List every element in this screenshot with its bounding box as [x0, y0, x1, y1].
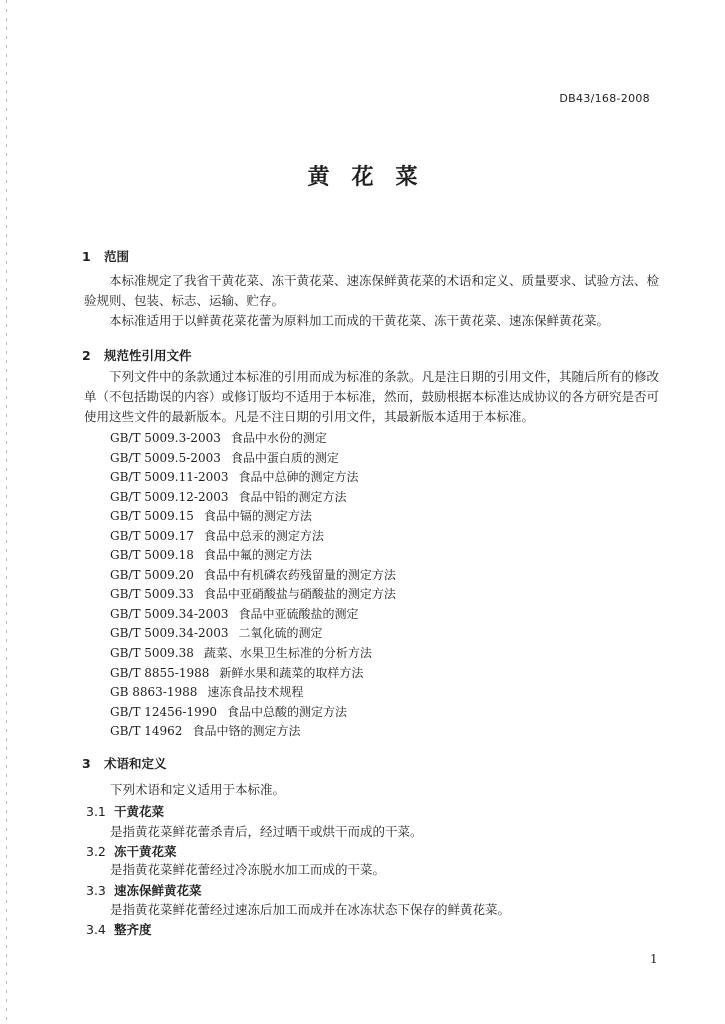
- reference-item: [110, 566, 396, 586]
- reference-code: GB/T 5009.12-2003: [110, 489, 229, 504]
- section-2-heading: [82, 346, 192, 364]
- paragraph: 本标准适用于以鲜黄花菜花蕾为原料加工而成的干黄花菜、冻干黄花菜、速冻保鲜黄花菜。: [109, 313, 610, 328]
- reference-title: 食品中镉的测定方法: [203, 509, 312, 524]
- term-definition: 是指黄花菜鲜花蕾经过速冻后加工而成并在冰冻状态下保存的鲜黄花菜。: [110, 902, 511, 917]
- reference-code: GB 8863-1988: [110, 685, 198, 700]
- term-definition: 是指黄花菜鲜花蕾杀青后，经过晒干或烘干而成的干菜。: [110, 824, 423, 839]
- reference-title: 食品中铬的测定方法: [192, 724, 301, 739]
- reference-title: 蔬菜、水果卫生标准的分析方法: [203, 646, 372, 661]
- paragraph: 下列文件中的条款通过本标准的引用而成为标准的条款。凡是注日期的引用文件，其随后所有的修改单（不包括勘误的内容）或修订版均不适用于本标准，然而，鼓励根据本标准达成协议的各方研究是否可使用这些文件的最新版本。凡是不注日期的引用文件，其最新版本适用于本标准。: [84, 369, 660, 424]
- reference-code: GB/T 5009.5-2003: [110, 450, 221, 465]
- reference-title: 新鲜水果和蔬菜的取样方法: [219, 665, 364, 680]
- reference-item: [110, 546, 396, 566]
- reference-title: 速冻食品技术规程: [207, 685, 304, 700]
- reference-item: [110, 664, 396, 684]
- reference-item: [110, 527, 396, 547]
- reference-title: 食品中亚硝酸盐与硝酸盐的测定方法: [203, 587, 396, 602]
- reference-code: GB/T 5009.17: [110, 528, 194, 543]
- reference-code: GB/T 5009.20: [110, 567, 194, 582]
- reference-list: [110, 429, 396, 742]
- reference-title: 食品中水份的测定: [230, 431, 327, 445]
- reference-title: 食品中总汞的测定方法: [203, 528, 324, 543]
- term-heading: 3.3 速冻保鲜黄花菜: [86, 883, 202, 898]
- reference-title: 食品中总砷的测定方法: [238, 470, 359, 485]
- page-number: 1: [650, 952, 658, 966]
- section-number: 1: [82, 249, 91, 264]
- reference-item: [110, 605, 396, 625]
- reference-item: [110, 624, 396, 644]
- reference-item: [110, 488, 396, 508]
- section-3-heading: [82, 754, 167, 772]
- section-number: 3: [82, 756, 91, 771]
- reference-item: [110, 449, 396, 469]
- term-heading: 3.1 干黄花菜: [86, 804, 165, 819]
- section-title: 范围: [104, 249, 130, 264]
- section-1-heading: [82, 247, 129, 265]
- reference-code: GB/T 5009.33: [110, 587, 194, 602]
- reference-code: GB/T 5009.38: [110, 646, 194, 661]
- reference-code: GB/T 5009.34-2003: [110, 606, 229, 621]
- reference-title: 食品中氟的测定方法: [203, 548, 312, 563]
- reference-title: 食品中铅的测定方法: [238, 489, 347, 504]
- section-1-body: [84, 271, 659, 331]
- reference-code: GB/T 5009.15: [110, 509, 194, 524]
- reference-item: [110, 683, 396, 703]
- reference-title: 食品中亚硫酸盐的测定: [238, 606, 359, 621]
- paragraph: 本标准规定了我省干黄花菜、冻干黄花菜、速冻保鲜黄花菜的术语和定义、质量要求、试验方法、检验规则、包装、标志、运输、贮存。: [84, 273, 660, 308]
- reference-title: 食品中蛋白质的测定: [230, 450, 339, 465]
- reference-code: GB/T 8855-1988: [110, 665, 210, 680]
- reference-item: [110, 507, 396, 527]
- term-heading: 3.2 冻干黄花菜: [86, 844, 177, 859]
- reference-item: [110, 468, 396, 488]
- reference-title: 食品中总酸的测定方法: [227, 704, 348, 719]
- section-3-intro: 下列术语和定义适用于本标准。: [110, 782, 286, 797]
- section-title: 术语和定义: [104, 756, 167, 771]
- reference-item: [110, 585, 396, 605]
- reference-title: 食品中有机磷农药残留量的测定方法: [203, 567, 396, 582]
- reference-item: [110, 429, 396, 449]
- term-definition: 是指黄花菜鲜花蕾经过冷冻脱水加工而成的干菜。: [110, 862, 386, 877]
- reference-code: GB/T 5009.18: [110, 548, 194, 563]
- section-title: 规范性引用文件: [104, 348, 192, 363]
- reference-code: GB/T 14962: [110, 724, 183, 739]
- reference-code: GB/T 5009.11-2003: [110, 470, 229, 485]
- reference-code: GB/T 5009.3-2003: [110, 431, 221, 445]
- reference-code: GB/T 12456-1990: [110, 704, 218, 719]
- scan-edge-marks: [6, 0, 7, 1024]
- reference-title: 二氧化硫的测定: [238, 626, 323, 641]
- reference-item: [110, 722, 396, 742]
- term-heading: 3.4 整齐度: [86, 922, 152, 937]
- reference-item: [110, 703, 396, 723]
- section-2-intro: [84, 367, 659, 427]
- reference-code: GB/T 5009.34-2003: [110, 626, 229, 641]
- reference-item: [110, 644, 396, 664]
- document-number: DB43/168-2008: [559, 92, 650, 105]
- page-title: 黄花菜: [307, 164, 440, 190]
- section-number: 2: [82, 348, 91, 363]
